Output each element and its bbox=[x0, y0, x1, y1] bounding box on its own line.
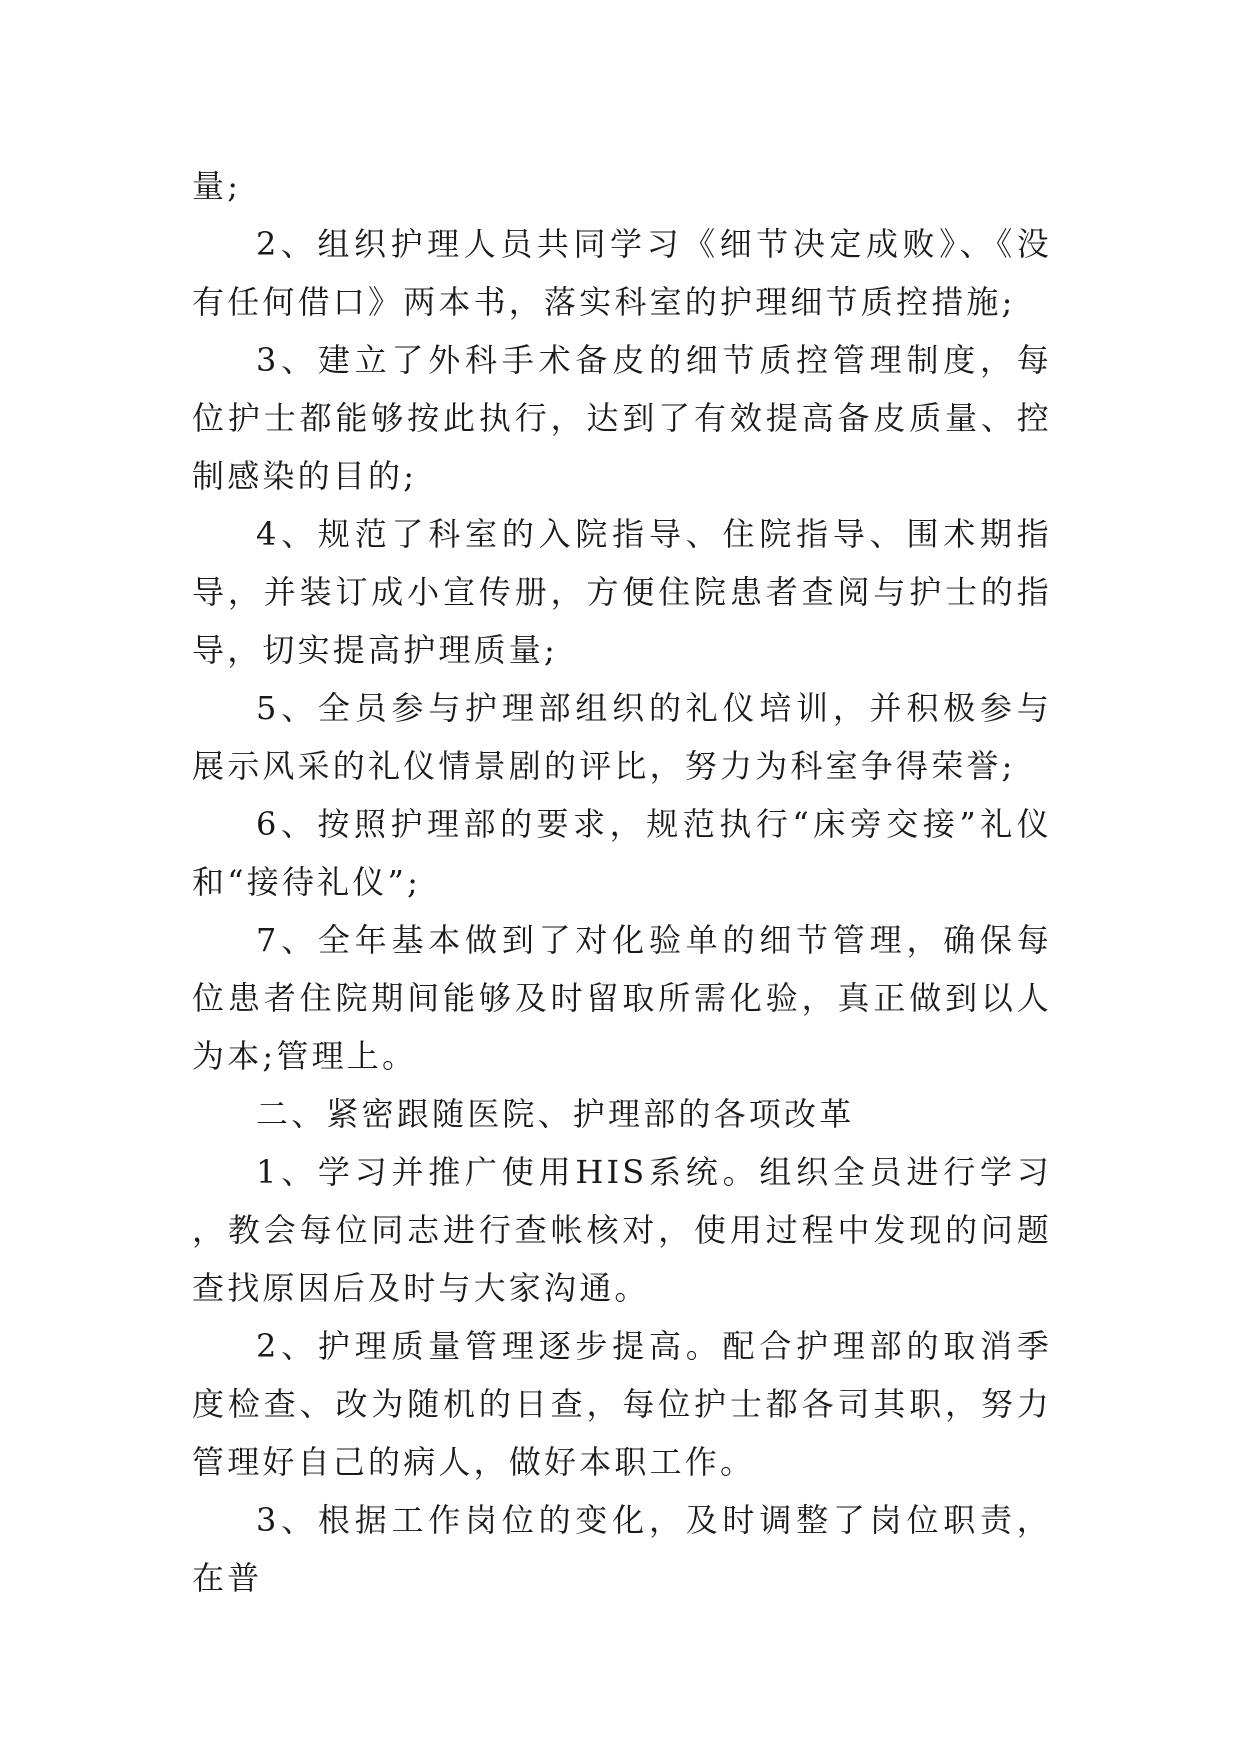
paragraph-item-4-guidance: 4、规范了科室的入院指导、住院指导、围术期指导，并装订成小宣传册，方便住院患者查阅与护士的指导，切实提高护理质量; bbox=[192, 515, 1052, 669]
paragraph-reform-2-quality: 2、护理质量管理逐步提高。配合护理部的取消季度检查、改为随机的日查，每位护士都各司其职，努力管理好自己的病人，做好本职工作。 bbox=[192, 1327, 1052, 1481]
paragraph-item-3-skin-prep: 3、建立了外科手术备皮的细节质控管理制度，每位护士都能够按此执行，达到了有效提高备皮质量、控制感染的目的; bbox=[192, 341, 1052, 495]
paragraph-item-6-handover: 6、按照护理部的要求，规范执行“床旁交接”礼仪和“接待礼仪”; bbox=[192, 805, 1052, 901]
paragraph-reform-1-his: 1、学习并推广使用HIS系统。组织全员进行学习，教会每位同志进行查帐核对，使用过程中发现的问题查找原因后及时与大家沟通。 bbox=[192, 1153, 1052, 1307]
paragraph-item-5-etiquette: 5、全员参与护理部组织的礼仪培训，并积极参与展示风采的礼仪情景剧的评比，努力为科室争得荣誉; bbox=[192, 689, 1052, 785]
paragraph-continuation: 量; bbox=[192, 167, 242, 205]
section-heading-reform: 二、紧密跟随医院、护理部的各项改革 bbox=[256, 1095, 855, 1133]
paragraph-reform-3-duties: 3、根据工作岗位的变化，及时调整了岗位职责，在普 bbox=[192, 1501, 1052, 1597]
paragraph-item-2-study-books: 2、组织护理人员共同学习《细节决定成败》、《没有任何借口》两本书，落实科室的护理细节质控措施; bbox=[192, 225, 1052, 321]
body-text bbox=[192, 157, 1052, 1607]
paragraph-item-7-lab-reports: 7、全年基本做到了对化验单的细节管理，确保每位患者住院期间能够及时留取所需化验，真正做到以人为本;管理上。 bbox=[192, 921, 1052, 1075]
